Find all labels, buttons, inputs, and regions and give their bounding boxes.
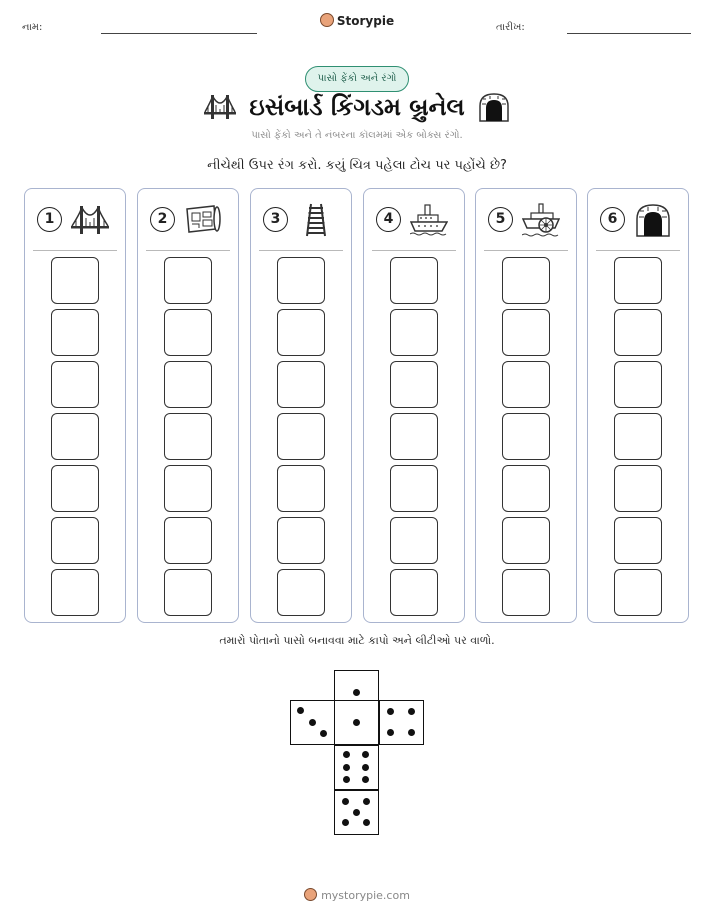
column-4 bbox=[363, 188, 465, 623]
column-header bbox=[259, 201, 345, 241]
color-box[interactable] bbox=[390, 569, 438, 616]
color-box[interactable] bbox=[502, 257, 550, 304]
die-pip bbox=[297, 707, 304, 714]
color-box[interactable] bbox=[164, 413, 212, 460]
cut-instruction: તમારો પોતાનો પાસો બનાવવા માટે કાપો અને લીટીઓ પર વાળો. bbox=[219, 634, 495, 647]
color-box[interactable] bbox=[164, 569, 212, 616]
color-box[interactable] bbox=[277, 257, 325, 304]
die-pip bbox=[343, 751, 350, 758]
column-number: 3 bbox=[263, 207, 288, 232]
color-box[interactable] bbox=[614, 309, 662, 356]
paddle-steamer-icon bbox=[522, 203, 560, 237]
bear-logo-icon bbox=[304, 888, 317, 901]
color-box[interactable] bbox=[614, 413, 662, 460]
color-box[interactable] bbox=[502, 465, 550, 512]
color-box[interactable] bbox=[51, 413, 99, 460]
activity-badge: પાસો ફેંકો અને રંગો bbox=[305, 66, 409, 92]
die-pip bbox=[387, 708, 394, 715]
color-box[interactable] bbox=[614, 361, 662, 408]
color-box[interactable] bbox=[277, 517, 325, 564]
column-header bbox=[484, 201, 570, 241]
footer bbox=[0, 888, 714, 902]
steamship-icon bbox=[410, 203, 448, 237]
tunnel-icon bbox=[478, 92, 510, 122]
column-number: 5 bbox=[488, 207, 513, 232]
bear-logo-icon bbox=[320, 13, 334, 27]
column-divider bbox=[146, 250, 230, 251]
column-header bbox=[596, 201, 682, 241]
column-number: 1 bbox=[37, 207, 62, 232]
die-pip bbox=[408, 708, 415, 715]
die-pip bbox=[353, 809, 360, 816]
date-line[interactable] bbox=[567, 33, 691, 34]
column-6 bbox=[587, 188, 689, 623]
column-header bbox=[33, 201, 119, 241]
brand-logo bbox=[0, 13, 714, 28]
column-header bbox=[372, 201, 458, 241]
column-divider bbox=[33, 250, 117, 251]
column-divider bbox=[259, 250, 343, 251]
color-box[interactable] bbox=[614, 257, 662, 304]
die-pip bbox=[343, 776, 350, 783]
date-label: તારીખ: bbox=[496, 22, 525, 33]
color-box[interactable] bbox=[502, 309, 550, 356]
color-box[interactable] bbox=[614, 569, 662, 616]
die-face bbox=[334, 790, 379, 835]
die-face bbox=[334, 745, 379, 790]
color-box[interactable] bbox=[51, 517, 99, 564]
die-pip bbox=[320, 730, 327, 737]
column-2 bbox=[137, 188, 239, 623]
die-face bbox=[379, 700, 424, 745]
color-box[interactable] bbox=[51, 465, 99, 512]
die-pip bbox=[309, 719, 316, 726]
color-box[interactable] bbox=[277, 309, 325, 356]
color-box[interactable] bbox=[390, 517, 438, 564]
brand-name: Storypie bbox=[336, 14, 395, 28]
column-divider bbox=[372, 250, 456, 251]
color-box[interactable] bbox=[614, 517, 662, 564]
die-pip bbox=[408, 729, 415, 736]
color-box[interactable] bbox=[51, 257, 99, 304]
die-pip bbox=[363, 798, 370, 805]
color-box[interactable] bbox=[164, 517, 212, 564]
die-pip bbox=[353, 689, 360, 696]
color-box[interactable] bbox=[277, 413, 325, 460]
die-pip bbox=[387, 729, 394, 736]
color-box[interactable] bbox=[277, 465, 325, 512]
bridge-icon bbox=[204, 92, 236, 122]
color-box[interactable] bbox=[164, 309, 212, 356]
color-box[interactable] bbox=[502, 413, 550, 460]
title-row bbox=[0, 90, 714, 124]
column-divider bbox=[596, 250, 680, 251]
subtitle: પાસો ફેંકો અને તે નંબરના કૉલમમાં એક બોક્સ રંગો. bbox=[251, 130, 463, 141]
column-5 bbox=[475, 188, 577, 623]
column-1 bbox=[24, 188, 126, 623]
color-box[interactable] bbox=[502, 569, 550, 616]
color-box[interactable] bbox=[51, 569, 99, 616]
bridge-icon bbox=[71, 203, 109, 237]
die-pip bbox=[362, 751, 369, 758]
die-face bbox=[334, 700, 379, 745]
column-number: 2 bbox=[150, 207, 175, 232]
name-line[interactable] bbox=[101, 33, 257, 34]
die-pip bbox=[362, 776, 369, 783]
color-box[interactable] bbox=[164, 361, 212, 408]
footer-url[interactable]: mystorypie.com bbox=[321, 889, 410, 902]
color-box[interactable] bbox=[614, 465, 662, 512]
die-pip bbox=[342, 819, 349, 826]
color-box[interactable] bbox=[502, 361, 550, 408]
color-box[interactable] bbox=[51, 309, 99, 356]
column-divider bbox=[484, 250, 568, 251]
die-face bbox=[290, 700, 335, 745]
color-box[interactable] bbox=[390, 413, 438, 460]
color-box[interactable] bbox=[390, 361, 438, 408]
color-box[interactable] bbox=[164, 465, 212, 512]
name-label: નામ: bbox=[22, 22, 43, 33]
die-pip bbox=[342, 798, 349, 805]
blueprint-icon bbox=[184, 203, 222, 237]
color-box[interactable] bbox=[502, 517, 550, 564]
column-3 bbox=[250, 188, 352, 623]
instruction-text: નીચેથી ઉપર રંગ કરો. કયું ચિત્ર પહેલા ટોચ પર પહોંચે છે? bbox=[207, 158, 507, 173]
column-number: 6 bbox=[600, 207, 625, 232]
color-box[interactable] bbox=[390, 309, 438, 356]
column-number: 4 bbox=[376, 207, 401, 232]
die-pip bbox=[353, 719, 360, 726]
color-box[interactable] bbox=[164, 257, 212, 304]
railway-track-icon bbox=[297, 203, 335, 237]
color-box[interactable] bbox=[277, 569, 325, 616]
die-pip bbox=[343, 764, 350, 771]
die-pip bbox=[362, 764, 369, 771]
tunnel-icon bbox=[634, 203, 672, 237]
column-header bbox=[146, 201, 232, 241]
color-box[interactable] bbox=[390, 257, 438, 304]
color-box[interactable] bbox=[277, 361, 325, 408]
page-title: ઇસંબાર્ડ કિંગડમ બ્રુનેલ bbox=[249, 93, 465, 121]
color-box[interactable] bbox=[51, 361, 99, 408]
die-pip bbox=[363, 819, 370, 826]
color-box[interactable] bbox=[390, 465, 438, 512]
